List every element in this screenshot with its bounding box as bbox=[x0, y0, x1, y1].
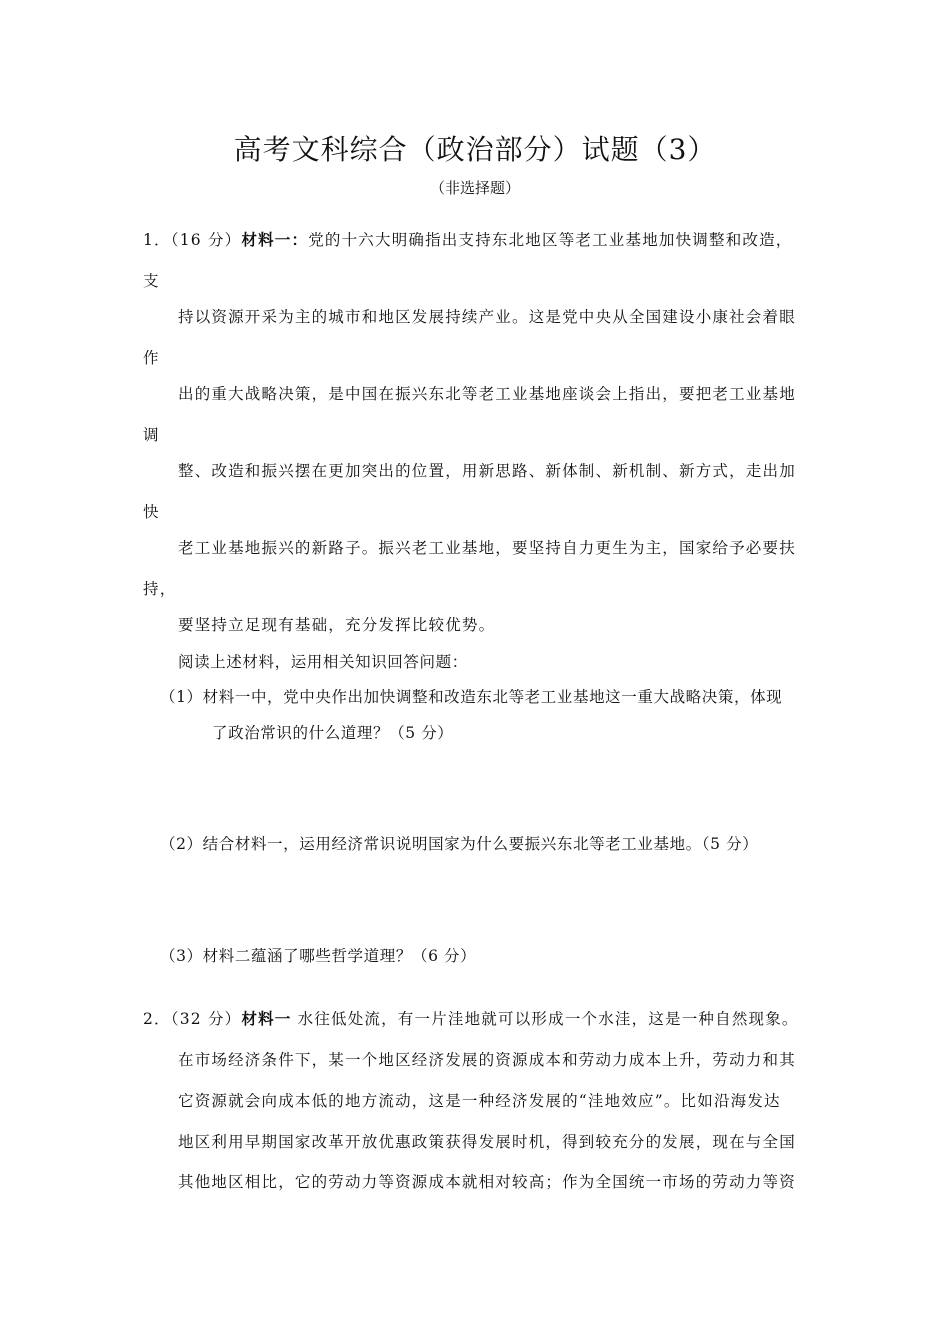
sub-question-1: （1）材料一中，党中央作出加快调整和改造东北等老工业基地这一重大战略决策，体现 bbox=[160, 688, 783, 706]
sub-question-3: （3）材料二蕴涵了哪些哲学道理？（6 分） bbox=[160, 947, 477, 965]
question-1-number: 1． bbox=[143, 231, 171, 249]
question-1-text-line: 调 bbox=[143, 426, 160, 444]
question-2-material-label: 材料一 bbox=[241, 1009, 292, 1028]
question-2-points: （32 分） bbox=[170, 1010, 242, 1028]
question-1-first-line bbox=[143, 228, 793, 250]
question-1-text-line: 整、改造和振兴摆在更加突出的位置，用新思路、新体制、新机制、新方式，走出加 bbox=[178, 462, 796, 480]
sub-question-2: （2）结合材料一，运用经济常识说明国家为什么要振兴东北等老工业基地。（5 分） bbox=[160, 835, 759, 853]
page-title: 高考文科综合（政治部分）试题（3） bbox=[233, 133, 717, 166]
question-1-text-line: 持以资源开采为主的城市和地区发展持续产业。这是党中央从全国建设小康社会着眼 bbox=[178, 308, 796, 326]
question-2-text-line: 水往低处流，有一片洼地就可以形成一个水洼，这是一种自然现象。 bbox=[291, 1010, 799, 1028]
question-2-text-line: 在市场经济条件下，某一个地区经济发展的资源成本和劳动力成本上升，劳动力和其 bbox=[178, 1051, 796, 1069]
sub-question-1-continued: 了政治常识的什么道理？（5 分） bbox=[212, 724, 454, 742]
question-1-points: （16 分） bbox=[170, 231, 242, 249]
question-1-text-line: 老工业基地振兴的新路子。振兴老工业基地，要坚持自力更生为主，国家给予必要扶 bbox=[178, 539, 796, 557]
question-2-text-line: 其他地区相比，它的劳动力等资源成本就相对较高；作为全国统一市场的劳动力等资 bbox=[178, 1173, 796, 1191]
question-1-text-line: 党的十六大明确指出支持东北地区等老工业基地加快调整和改造， bbox=[308, 231, 793, 249]
question-1-text-line: 作 bbox=[143, 349, 160, 367]
question-2-text-line: 它资源就会向成本低的地方流动，这是一种经济发展的“洼地效应”。比如沿海发达 bbox=[178, 1092, 781, 1110]
page-subtitle: （非选择题） bbox=[429, 179, 520, 197]
question-1-text-line: 快 bbox=[143, 503, 160, 521]
question-1-instruction: 阅读上述材料，运用相关知识回答问题： bbox=[178, 653, 468, 671]
question-2-number: 2． bbox=[143, 1010, 171, 1028]
question-1-text-line: 持， bbox=[143, 580, 177, 598]
question-1-text-line: 出的重大战略决策，是中国在振兴东北等老工业基地座谈会上指出，要把老工业基地 bbox=[178, 385, 796, 403]
question-2-first-line bbox=[143, 1007, 799, 1029]
question-2-text-line: 地区利用早期国家改革开放优惠政策获得发展时机，得到较充分的发展，现在与全国 bbox=[178, 1133, 796, 1151]
question-1-text-line: 要坚持立足现有基础，充分发挥比较优势。 bbox=[178, 616, 496, 634]
question-1-text-line: 支 bbox=[143, 272, 160, 290]
question-1-material-label: 材料一： bbox=[241, 230, 309, 249]
